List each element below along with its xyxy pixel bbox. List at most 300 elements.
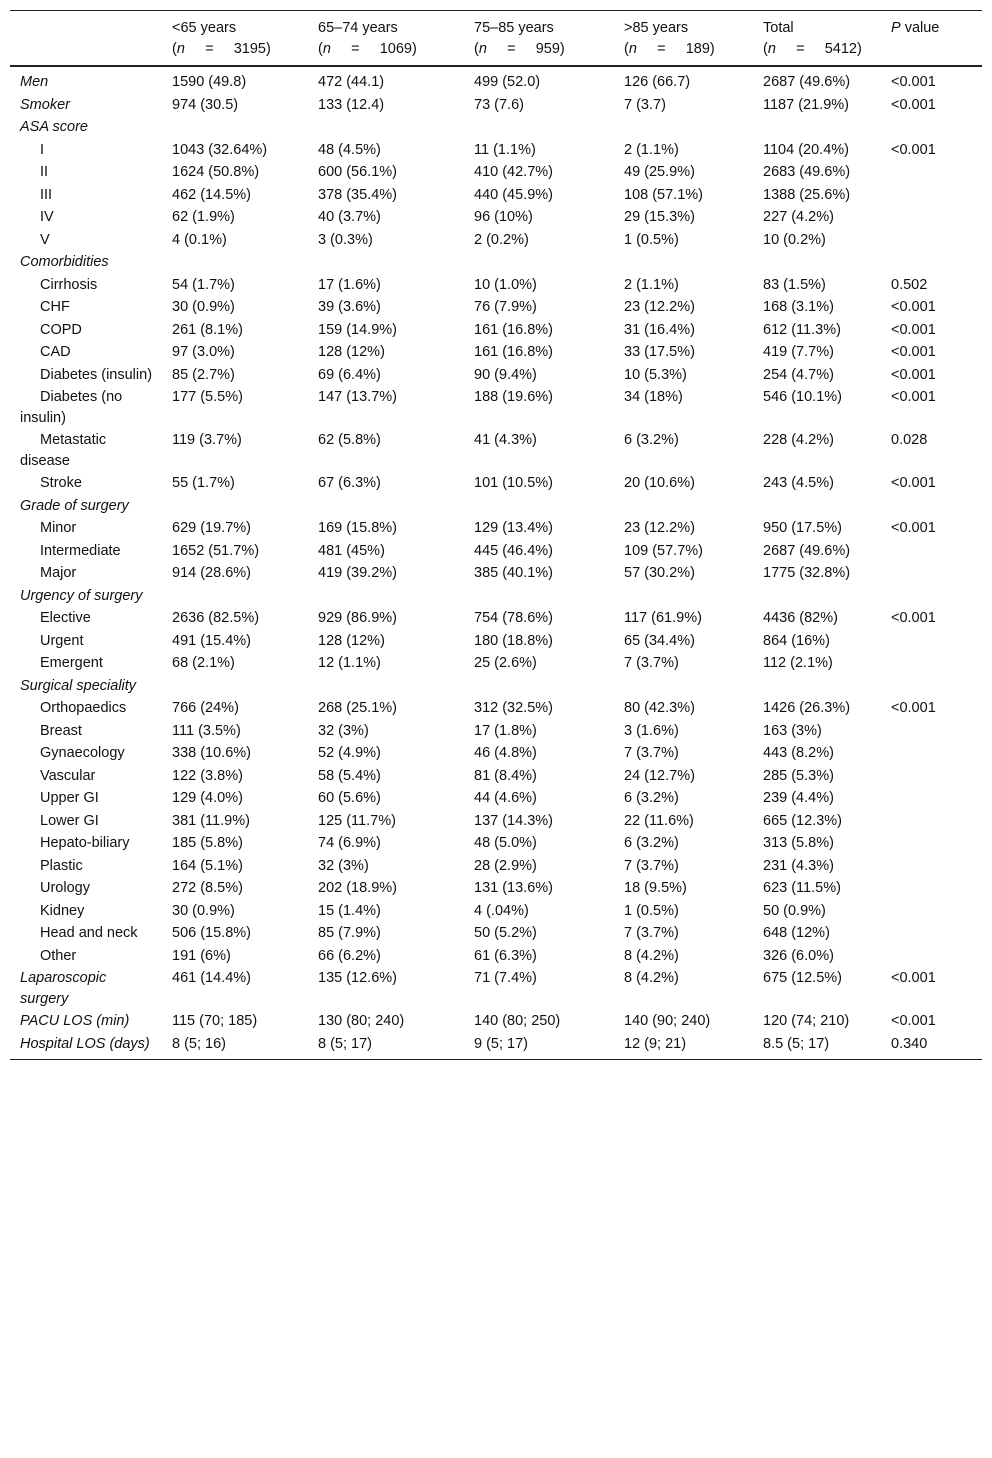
value-cell: 129 (13.4%) xyxy=(474,520,553,536)
value-cell: 49 (25.9%) xyxy=(624,164,695,180)
row-label: CAD xyxy=(40,344,71,360)
row-label: ASA score xyxy=(20,119,88,135)
value-cell: 440 (45.9%) xyxy=(474,186,553,203)
value-cell: 140 (80; 250) xyxy=(474,1013,561,1029)
table-row xyxy=(10,630,982,653)
value-cell: 2687 (49.6%) xyxy=(763,542,851,559)
value-cell: 648 (12%) xyxy=(763,925,830,941)
value-cell: 462 (14.5%) xyxy=(172,186,251,203)
value-cell: 239 (4.4%) xyxy=(763,790,834,806)
p-value-cell: 0.028 xyxy=(891,432,928,448)
column-title: 75–85 years xyxy=(474,20,554,36)
value-cell: 6 (3.2%) xyxy=(624,835,679,851)
n-letter: n xyxy=(628,41,637,57)
p-value-cell: <0.001 xyxy=(891,141,936,158)
value-cell: 29 (15.3%) xyxy=(624,209,695,225)
value-cell: 185 (5.8%) xyxy=(172,835,243,851)
value-cell: 48 (4.5%) xyxy=(318,141,381,158)
column-header-4: >85 years (n = 189) xyxy=(624,20,715,57)
value-cell: 122 (3.8%) xyxy=(172,767,243,784)
row-label: Upper GI xyxy=(40,790,99,806)
value-cell: 131 (13.6%) xyxy=(474,880,553,896)
table-row xyxy=(10,495,982,518)
value-cell: 23 (12.2%) xyxy=(624,299,695,315)
value-cell: 243 (4.5%) xyxy=(763,475,834,491)
value-cell: 228 (4.2%) xyxy=(763,432,834,448)
value-cell: 180 (18.8%) xyxy=(474,632,553,649)
value-cell: 1652 (51.7%) xyxy=(172,542,260,559)
table-row xyxy=(10,607,982,630)
row-label: PACU LOS (min) xyxy=(20,1013,130,1029)
p-value-cell: <0.001 xyxy=(891,74,936,90)
p-value-cell xyxy=(881,877,982,900)
value-cell: 8.5 (5; 17) xyxy=(763,1035,830,1052)
value-cell: 499 (52.0) xyxy=(474,74,541,90)
value-cell: 914 (28.6%) xyxy=(172,565,251,581)
row-label: Urgency of surgery xyxy=(20,587,143,604)
row-label-cell xyxy=(10,251,162,274)
value-cell: 33 (17.5%) xyxy=(624,344,695,360)
value-cell: 81 (8.4%) xyxy=(474,767,537,784)
equals-sign: = xyxy=(507,41,516,57)
value-cell: 1590 (49.8) xyxy=(172,74,247,90)
row-label-cell xyxy=(10,319,162,342)
p-value-cell: <0.001 xyxy=(891,475,936,491)
value-cell: 7 (3.7%) xyxy=(624,925,679,941)
row-label-cell xyxy=(10,386,162,429)
value-cell: 32 (3%) xyxy=(318,857,369,874)
row-label-cell xyxy=(10,296,162,319)
table-row xyxy=(10,1010,982,1033)
row-label-cell xyxy=(10,967,162,1010)
row-label-cell xyxy=(10,562,162,585)
row-label-cell xyxy=(10,540,162,563)
value-cell: 85 (7.9%) xyxy=(318,925,381,941)
value-cell: 326 (6.0%) xyxy=(763,947,834,964)
row-label: Laparoscopic surgery xyxy=(20,970,107,1007)
column-header-3: 75–85 years (n = 959) xyxy=(474,20,565,57)
column-title: Total xyxy=(763,20,794,36)
row-label: Major xyxy=(40,565,77,581)
value-cell: 8 (4.2%) xyxy=(624,947,679,964)
p-value-cell xyxy=(881,229,982,252)
value-cell: 12 (9; 21) xyxy=(624,1035,687,1052)
table-row xyxy=(10,967,982,1010)
column-n-value: 5412 xyxy=(824,41,857,57)
table-row xyxy=(10,765,982,788)
value-cell: 23 (12.2%) xyxy=(624,520,695,536)
value-cell: 60 (5.6%) xyxy=(318,790,381,806)
column-n-value: 1069 xyxy=(379,41,412,57)
value-cell: 161 (16.8%) xyxy=(474,321,553,338)
table-row xyxy=(10,296,982,319)
table-row xyxy=(10,341,982,364)
value-cell: 18 (9.5%) xyxy=(624,880,687,896)
table-row xyxy=(10,116,982,139)
value-cell xyxy=(614,675,753,698)
value-cell: 378 (35.4%) xyxy=(318,186,397,203)
row-label-cell xyxy=(10,161,162,184)
column-title: >85 years xyxy=(624,20,689,36)
value-cell: 164 (5.1%) xyxy=(172,857,243,874)
value-cell: 285 (5.3%) xyxy=(763,767,834,784)
row-label: Surgical speciality xyxy=(20,677,137,694)
table-row xyxy=(10,229,982,252)
value-cell: 15 (1.4%) xyxy=(318,902,381,919)
value-cell xyxy=(753,116,881,139)
value-cell: 385 (40.1%) xyxy=(474,565,553,581)
value-cell: 85 (2.7%) xyxy=(172,366,235,383)
row-label-cell xyxy=(10,517,162,540)
value-cell: 97 (3.0%) xyxy=(172,344,235,360)
p-value-cell: 0.340 xyxy=(891,1035,928,1052)
row-label: Cirrhosis xyxy=(40,276,98,293)
table-row xyxy=(10,810,982,833)
row-label: Hospital LOS (days) xyxy=(20,1035,150,1052)
value-cell: 8 (5; 17) xyxy=(318,1035,372,1052)
value-cell: 10 (5.3%) xyxy=(624,366,687,383)
value-cell: 130 (80; 240) xyxy=(318,1013,405,1029)
value-cell xyxy=(464,116,614,139)
value-cell xyxy=(162,675,308,698)
p-value-cell xyxy=(881,765,982,788)
p-value-cell xyxy=(881,652,982,675)
p-value-cell: <0.001 xyxy=(891,344,936,360)
p-value-cell: <0.001 xyxy=(891,96,936,113)
value-cell xyxy=(614,251,753,274)
p-value-cell xyxy=(881,206,982,229)
value-cell: 381 (11.9%) xyxy=(172,812,250,829)
value-cell: 472 (44.1) xyxy=(318,74,385,90)
p-italic: P xyxy=(891,20,901,36)
row-label-cell xyxy=(10,495,162,518)
row-label: COPD xyxy=(40,321,82,338)
table-row xyxy=(10,697,982,720)
row-label: Vascular xyxy=(40,767,96,784)
value-cell: 48 (5.0%) xyxy=(474,835,537,851)
value-cell xyxy=(464,251,614,274)
column-n-value: 959 xyxy=(535,41,560,57)
table-row xyxy=(10,540,982,563)
p-value-cell xyxy=(881,251,982,274)
value-cell: 766 (24%) xyxy=(172,700,239,716)
value-cell: 133 (12.4) xyxy=(318,96,385,113)
table-row xyxy=(10,652,982,675)
row-label: Lower GI xyxy=(40,812,99,829)
column-header-5: Total (n = 5412) xyxy=(763,20,862,57)
value-cell xyxy=(162,495,308,518)
row-label: Orthopaedics xyxy=(40,700,127,716)
row-label: Urology xyxy=(40,880,90,896)
value-cell: 202 (18.9%) xyxy=(318,880,397,896)
table-row xyxy=(10,472,982,495)
table-row xyxy=(10,364,982,387)
value-cell: 46 (4.8%) xyxy=(474,745,537,761)
row-label-cell xyxy=(10,229,162,252)
column-header-0 xyxy=(10,11,162,67)
p-rest: value xyxy=(900,20,940,36)
value-cell xyxy=(753,251,881,274)
value-cell: 7 (3.7%) xyxy=(624,857,679,874)
p-value-cell: <0.001 xyxy=(891,366,936,383)
row-label-cell xyxy=(10,341,162,364)
row-label: Intermediate xyxy=(40,542,121,559)
value-cell: 62 (1.9%) xyxy=(172,209,235,225)
table-row xyxy=(10,742,982,765)
value-cell: 481 (45%) xyxy=(318,542,385,559)
header-row xyxy=(10,11,982,67)
value-cell: 20 (10.6%) xyxy=(624,475,695,491)
row-label-cell xyxy=(10,206,162,229)
row-label-cell xyxy=(10,900,162,923)
value-cell: 443 (8.2%) xyxy=(763,745,834,761)
value-cell: 272 (8.5%) xyxy=(172,880,243,896)
value-cell: 22 (11.6%) xyxy=(624,812,694,829)
p-value-cell xyxy=(881,900,982,923)
row-label: Smoker xyxy=(20,96,70,113)
p-value-cell: <0.001 xyxy=(891,299,936,315)
value-cell: 2687 (49.6%) xyxy=(763,74,851,90)
value-cell: 419 (7.7%) xyxy=(763,344,834,360)
row-label-cell xyxy=(10,720,162,743)
value-cell: 1043 (32.64%) xyxy=(172,141,268,158)
table-row xyxy=(10,319,982,342)
value-cell: 2636 (82.5%) xyxy=(172,610,260,626)
value-cell: 58 (5.4%) xyxy=(318,767,381,784)
value-cell: 57 (30.2%) xyxy=(624,565,695,581)
row-label-cell xyxy=(10,364,162,387)
value-cell: 96 (10%) xyxy=(474,209,533,225)
value-cell: 126 (66.7) xyxy=(624,74,691,90)
value-cell xyxy=(308,675,464,698)
value-cell xyxy=(162,585,308,608)
value-cell: 4436 (82%) xyxy=(763,610,838,626)
row-label-cell xyxy=(10,877,162,900)
table-row xyxy=(10,900,982,923)
table-row xyxy=(10,832,982,855)
p-value-cell xyxy=(881,495,982,518)
row-label-cell xyxy=(10,765,162,788)
value-cell: 629 (19.7%) xyxy=(172,520,251,536)
value-cell: 177 (5.5%) xyxy=(172,389,243,405)
value-cell: 929 (86.9%) xyxy=(318,610,397,626)
row-label: Emergent xyxy=(40,655,103,671)
value-cell: 12 (1.1%) xyxy=(318,655,381,671)
row-label: Head and neck xyxy=(40,925,138,941)
row-label-cell xyxy=(10,94,162,117)
value-cell: 445 (46.4%) xyxy=(474,542,553,559)
table-row xyxy=(10,139,982,162)
value-cell: 313 (5.8%) xyxy=(763,835,834,851)
table-row xyxy=(10,562,982,585)
value-cell xyxy=(162,116,308,139)
equals-sign: = xyxy=(205,41,214,57)
value-cell: 754 (78.6%) xyxy=(474,610,553,626)
value-cell: 62 (5.8%) xyxy=(318,432,381,448)
value-cell xyxy=(308,585,464,608)
value-cell: 159 (14.9%) xyxy=(318,321,397,338)
row-label-cell xyxy=(10,274,162,297)
value-cell xyxy=(614,116,753,139)
column-header-2: 65–74 years (n = 1069) xyxy=(318,20,417,57)
row-label: V xyxy=(40,231,50,248)
value-cell: 74 (6.9%) xyxy=(318,835,381,851)
row-label-cell xyxy=(10,1033,162,1060)
value-cell: 25 (2.6%) xyxy=(474,655,537,671)
row-label-cell xyxy=(10,472,162,495)
value-cell: 254 (4.7%) xyxy=(763,366,834,383)
row-label: Elective xyxy=(40,610,91,626)
value-cell: 66 (6.2%) xyxy=(318,947,381,964)
value-cell xyxy=(308,495,464,518)
value-cell: 125 (11.7%) xyxy=(318,812,396,829)
equals-sign: = xyxy=(796,41,805,57)
column-n-value: 3195 xyxy=(233,41,266,57)
p-value-cell: <0.001 xyxy=(891,700,936,716)
value-cell: 974 (30.5) xyxy=(172,96,239,113)
value-cell: 2683 (49.6%) xyxy=(763,164,851,180)
p-value-cell xyxy=(881,116,982,139)
row-label-cell xyxy=(10,652,162,675)
value-cell: 506 (15.8%) xyxy=(172,925,251,941)
value-cell: 7 (3.7) xyxy=(624,96,666,113)
row-label: III xyxy=(40,186,53,203)
p-value-cell xyxy=(881,855,982,878)
value-cell xyxy=(753,585,881,608)
table-row xyxy=(10,429,982,472)
row-label: Hepato-biliary xyxy=(40,835,130,851)
value-cell: 665 (12.3%) xyxy=(763,812,842,829)
value-cell: 109 (57.7%) xyxy=(624,542,703,559)
value-cell: 163 (3%) xyxy=(763,722,822,739)
table-row xyxy=(10,720,982,743)
value-cell: 864 (16%) xyxy=(763,632,830,649)
p-value-cell: <0.001 xyxy=(891,1013,936,1029)
value-cell: 612 (11.3%) xyxy=(763,321,841,338)
row-label: IV xyxy=(40,209,54,225)
value-cell: 6 (3.2%) xyxy=(624,432,679,448)
table-row xyxy=(10,161,982,184)
value-cell: 50 (5.2%) xyxy=(474,925,537,941)
value-cell: 68 (2.1%) xyxy=(172,655,235,671)
value-cell: 950 (17.5%) xyxy=(763,520,842,536)
row-label-cell xyxy=(10,832,162,855)
value-cell: 1426 (26.3%) xyxy=(763,700,851,716)
value-cell: 111 (3.5%) xyxy=(172,722,241,739)
value-cell: 261 (8.1%) xyxy=(172,321,243,338)
value-cell: 120 (74; 210) xyxy=(763,1013,850,1029)
p-value-cell: 0.502 xyxy=(891,276,928,293)
row-label: Diabetes (no insulin) xyxy=(20,389,123,426)
table-row xyxy=(10,66,982,94)
value-cell xyxy=(614,495,753,518)
value-cell: 2 (0.2%) xyxy=(474,231,529,248)
value-cell: 76 (7.9%) xyxy=(474,299,537,315)
value-cell xyxy=(753,675,881,698)
value-cell xyxy=(464,585,614,608)
value-cell: 28 (2.9%) xyxy=(474,857,537,874)
value-cell: 9 (5; 17) xyxy=(474,1035,528,1052)
table-body xyxy=(10,66,982,1060)
table-row xyxy=(10,945,982,968)
value-cell: 1 (0.5%) xyxy=(624,902,679,919)
value-cell: 39 (3.6%) xyxy=(318,299,381,315)
table-row xyxy=(10,585,982,608)
row-label: Grade of surgery xyxy=(20,497,129,514)
value-cell: 231 (4.3%) xyxy=(763,857,834,874)
table-row xyxy=(10,94,982,117)
p-value-cell xyxy=(881,540,982,563)
row-label-cell xyxy=(10,139,162,162)
value-cell: 54 (1.7%) xyxy=(172,276,235,293)
value-cell: 61 (6.3%) xyxy=(474,947,537,964)
row-label-cell xyxy=(10,585,162,608)
value-cell: 3 (1.6%) xyxy=(624,722,679,739)
value-cell: 1104 (20.4%) xyxy=(763,141,849,158)
value-cell: 1388 (25.6%) xyxy=(763,186,851,203)
equals-sign: = xyxy=(657,41,666,57)
value-cell: 73 (7.6) xyxy=(474,96,524,113)
table-header xyxy=(10,11,982,67)
row-label: Comorbidities xyxy=(20,254,109,270)
row-label-cell xyxy=(10,630,162,653)
value-cell: 1 (0.5%) xyxy=(624,231,679,248)
row-label: Minor xyxy=(40,520,77,536)
value-cell: 4 (0.1%) xyxy=(172,231,227,248)
row-label-cell xyxy=(10,742,162,765)
value-cell: 67 (6.3%) xyxy=(318,475,381,491)
p-value-cell xyxy=(881,832,982,855)
n-letter: n xyxy=(322,41,331,57)
n-letter: n xyxy=(176,41,185,57)
value-cell: 71 (7.4%) xyxy=(474,970,537,986)
row-label: Breast xyxy=(40,722,82,739)
table-row xyxy=(10,517,982,540)
p-value-cell xyxy=(881,562,982,585)
table-row xyxy=(10,386,982,429)
value-cell: 7 (3.7%) xyxy=(624,655,679,671)
value-cell xyxy=(308,116,464,139)
value-cell: 188 (19.6%) xyxy=(474,389,553,405)
row-label: Kidney xyxy=(40,902,85,919)
p-value-cell xyxy=(881,787,982,810)
value-cell: 112 (2.1%) xyxy=(763,655,833,671)
p-value-cell xyxy=(881,161,982,184)
value-cell: 115 (70; 185) xyxy=(172,1013,258,1029)
value-cell: 50 (0.9%) xyxy=(763,902,826,919)
table-row xyxy=(10,251,982,274)
value-cell xyxy=(464,675,614,698)
value-cell: 52 (4.9%) xyxy=(318,745,381,761)
row-label-cell xyxy=(10,184,162,207)
table-container xyxy=(10,10,982,1060)
value-cell xyxy=(614,585,753,608)
row-label-cell xyxy=(10,787,162,810)
value-cell: 1624 (50.8%) xyxy=(172,164,260,180)
value-cell: 10 (1.0%) xyxy=(474,276,537,293)
value-cell: 30 (0.9%) xyxy=(172,902,235,919)
column-header-p-value xyxy=(881,11,982,67)
value-cell: 623 (11.5%) xyxy=(763,880,841,896)
value-cell: 17 (1.8%) xyxy=(474,722,537,739)
value-cell: 147 (13.7%) xyxy=(318,389,397,405)
row-label-cell xyxy=(10,855,162,878)
value-cell: 8 (4.2%) xyxy=(624,970,679,986)
row-label: Metastatic disease xyxy=(20,432,107,469)
value-cell xyxy=(308,251,464,274)
value-cell: 4 (.04%) xyxy=(474,902,529,919)
table-row xyxy=(10,1033,982,1060)
